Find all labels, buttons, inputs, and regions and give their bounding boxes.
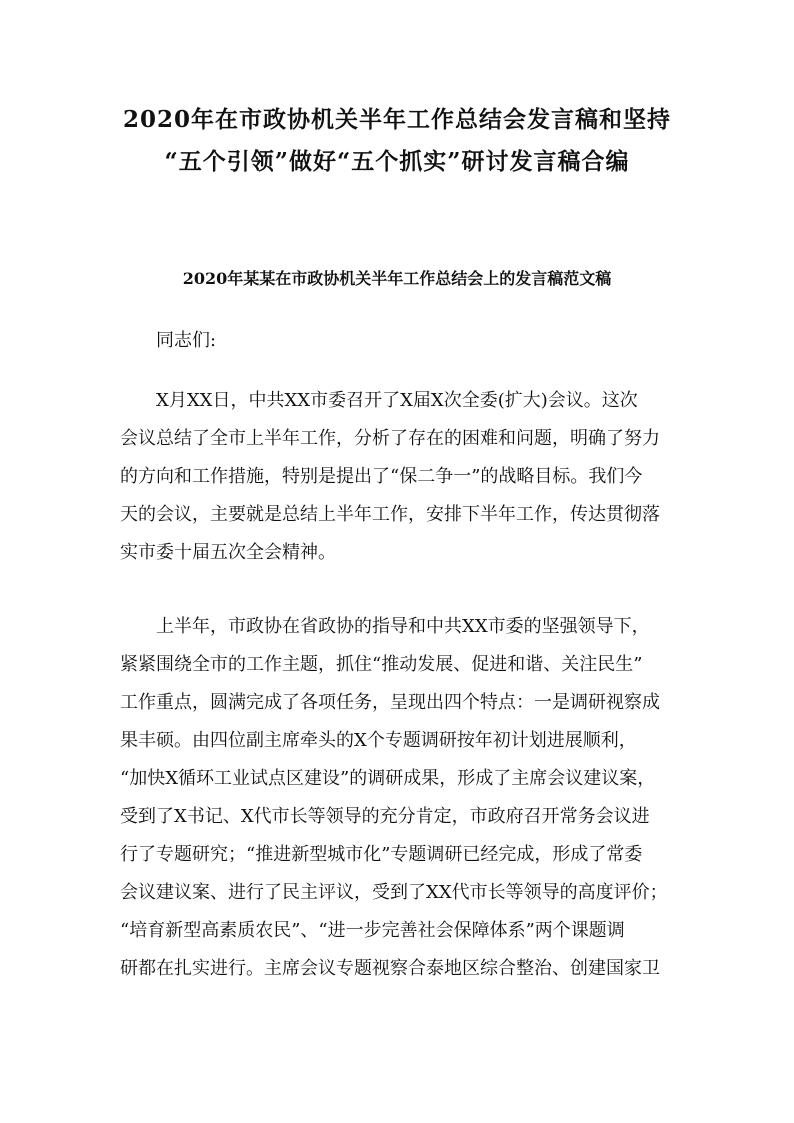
section-heading: 2020年某某在市政协机关半年工作总结会上的发言稿范文稿 xyxy=(182,269,612,288)
paragraph-line: 天的会议，主要就是总结上半年工作，安排下半年工作，传达贯彻落 xyxy=(120,504,660,525)
paragraph-line: 的方向和工作措施，特别是提出了“保二争一”的战略目标。我们今 xyxy=(120,466,643,487)
paragraph-line: 上半年，市政协在省政协的指导和中共XX市委的坚强领导下， xyxy=(156,616,650,637)
paragraph-line: 行了专题研究；“推进新型城市化”专题调研已经完成，形成了常委 xyxy=(120,844,643,865)
paragraph-line: “培育新型高素质农民”、“进一步完善社会保障体系”两个课题调 xyxy=(120,920,625,941)
paragraph-line: 会议建议案、进行了民主评议，受到了XX代市长等领导的高度评价； xyxy=(120,882,668,903)
paragraph-line: 会议总结了全市上半年工作，分析了存在的困难和问题，明确了努力 xyxy=(120,428,660,449)
greeting: 同志们: xyxy=(156,330,217,351)
document-title-line-1: 2020年在市政协机关半年工作总结会发言稿和坚持 xyxy=(122,106,671,133)
paragraph-line: 紧紧围绕全市的工作主题，抓住“推动发展、促进和谐、关注民生” xyxy=(120,654,643,675)
paragraph-line: “加快X循环工业试点区建设”的调研成果，形成了主席会议建议案， xyxy=(120,768,656,789)
paragraph-2 xyxy=(120,608,680,988)
paragraph-line: 受到了X书记、X代市长等领导的充分肯定，市政府召开常务会议进 xyxy=(120,806,650,827)
paragraph-1 xyxy=(120,382,680,572)
paragraph-line: 工作重点，圆满完成了各项任务，呈现出四个特点：一是调研视察成 xyxy=(120,692,660,713)
paragraph-line: 研都在扎实进行。主席会议专题视察合泰地区综合整治、创建国家卫 xyxy=(120,958,660,979)
paragraph-line: X月XX日，中共XX市委召开了X届X次全委(扩大)会议。这次 xyxy=(156,390,638,411)
paragraph-line: 果丰硕。由四位副主席牵头的X个专题调研按年初计划进展顺利， xyxy=(120,730,637,751)
document-title-line-2: “五个引领”做好“五个抓实”研讨发言稿合编 xyxy=(164,148,630,175)
paragraph-line: 实市委十届五次全会精神。 xyxy=(120,542,336,563)
